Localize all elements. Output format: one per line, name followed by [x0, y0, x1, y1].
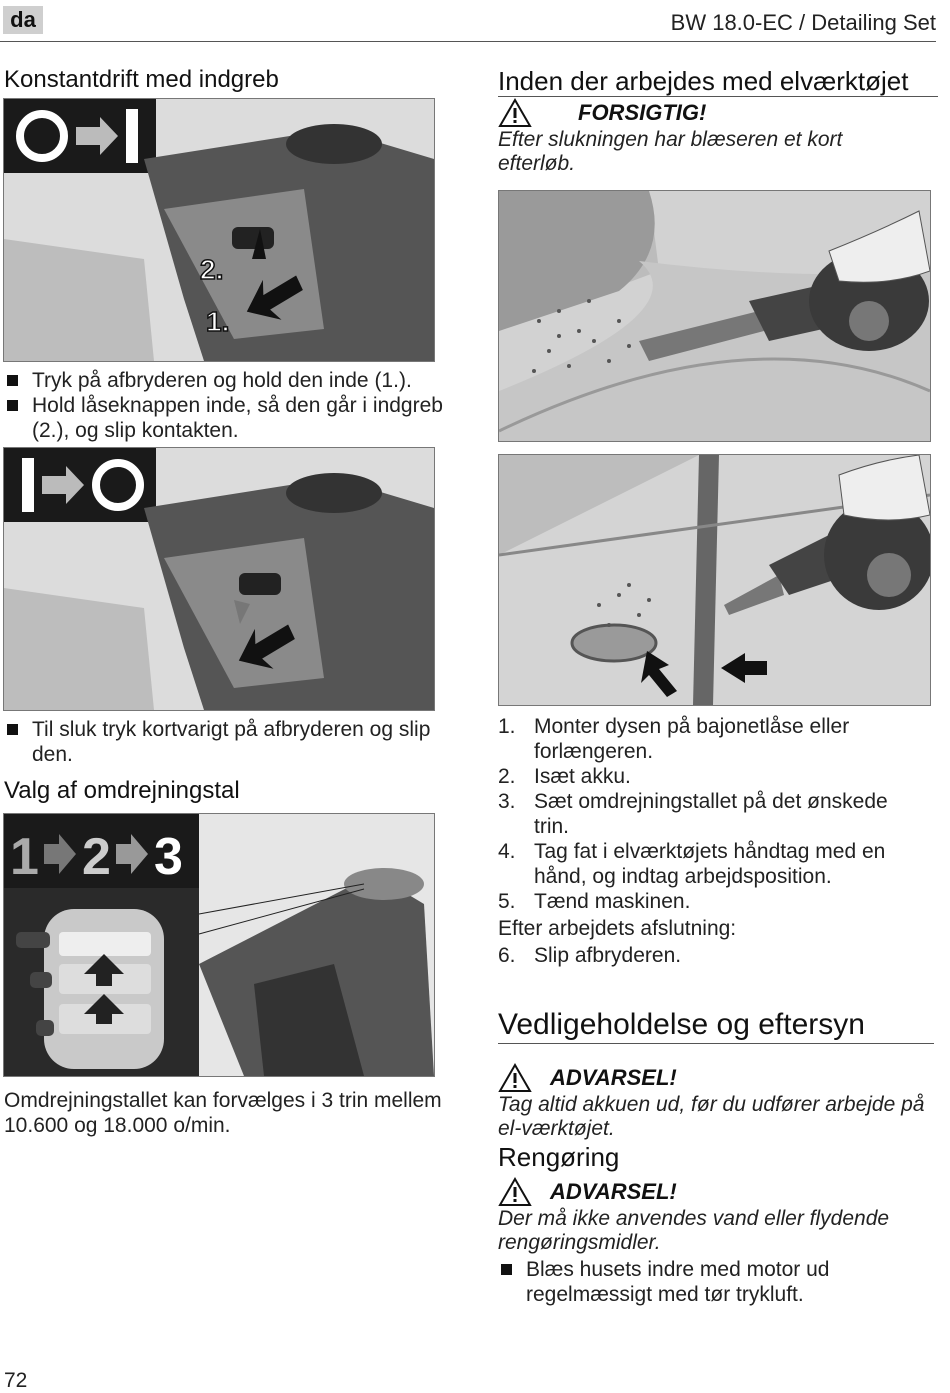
language-tag: da: [3, 6, 43, 34]
warning-triangle-icon: [498, 1063, 532, 1093]
warning-title: ADVARSEL!: [550, 1065, 677, 1090]
svg-text:3: 3: [154, 828, 183, 886]
section-title-maintenance: Vedligeholdelse og eftersyn: [498, 1008, 865, 1041]
step-item: 5. Tænd maskinen.: [498, 890, 691, 913]
figure-switch-off: [3, 447, 435, 711]
list-item: Tryk på afbryderen og hold den inde (1.).: [4, 368, 444, 393]
figure-blower-drying-car: [498, 190, 931, 442]
section-title-constant-operation: Konstantdrift med indgreb: [4, 66, 279, 93]
section-divider: [498, 1043, 934, 1044]
figure-speed-selector: [3, 813, 435, 1077]
svg-text:1: 1: [10, 828, 39, 886]
warning-text: Der må ikke anvendes vand eller flydende rengøringsmidler.: [498, 1207, 890, 1254]
speed-description: Omdrejningstallet kan forvælges i 3 trin mellem 10.600 og 18.000 o/min.: [4, 1089, 442, 1137]
step-item: 3. Sæt omdrejningstallet på det ønskede trin.: [498, 790, 888, 838]
document-title: BW 18.0-EC / Detailing Set: [670, 10, 936, 35]
page-number: 72: [4, 1369, 28, 1392]
section-divider: [498, 96, 938, 97]
step-item: 1. Monter dysen på bajonetlåse eller forlængeren.: [498, 715, 850, 763]
operation-steps: [498, 714, 928, 968]
section-title-before-work: Inden der arbejdes med elværktøjet: [498, 66, 909, 96]
figure-label-step-2: 2.: [200, 254, 224, 285]
warning-text: Tag altid akkuen ud, før du udfører arbejde på el-værktøjet.: [498, 1093, 925, 1140]
warning-notice-2: [498, 1177, 938, 1255]
figure-label-step-1: 1.: [206, 306, 230, 337]
caution-title: FORSIGTIG!: [578, 100, 707, 125]
after-work-heading: Efter arbejdets afslutning:: [498, 917, 737, 940]
section-title-speed-selection: Valg af omdrejningstal: [4, 777, 240, 804]
header-divider: [0, 41, 936, 42]
warning-notice-1: [498, 1063, 938, 1141]
figure-blower-drying-door-handle: [498, 454, 931, 706]
caution-notice: [498, 98, 938, 176]
list-item: Blæs husets indre med motor ud regelmæssigt med tør trykluft.: [498, 1257, 838, 1307]
caution-text: Efter slukningen har blæseren et kort efterløb.: [498, 128, 843, 175]
cleaning-instructions: [498, 1257, 838, 1307]
list-item: Til sluk tryk kortvarigt på afbryderen og slip den.: [4, 717, 444, 767]
warning-title: ADVARSEL!: [550, 1179, 677, 1204]
figure-switch-on: [3, 98, 435, 362]
step-item: 6. Slip afbryderen.: [498, 944, 682, 967]
list-item: Hold låseknappen inde, så den går i indgreb (2.), og slip kontakten.: [4, 393, 444, 443]
switch-off-instructions: [4, 717, 444, 767]
step-item: 2. Isæt akku.: [498, 765, 631, 788]
svg-text:2: 2: [82, 828, 111, 886]
warning-triangle-icon: [498, 1177, 532, 1207]
section-title-cleaning: Rengøring: [498, 1142, 620, 1172]
step-item: 4. Tag fat i elværktøjets håndtag med en hånd, og indtag arbejdsposition.: [498, 840, 886, 888]
warning-triangle-icon: [498, 98, 532, 128]
switch-on-instructions: [4, 368, 444, 443]
